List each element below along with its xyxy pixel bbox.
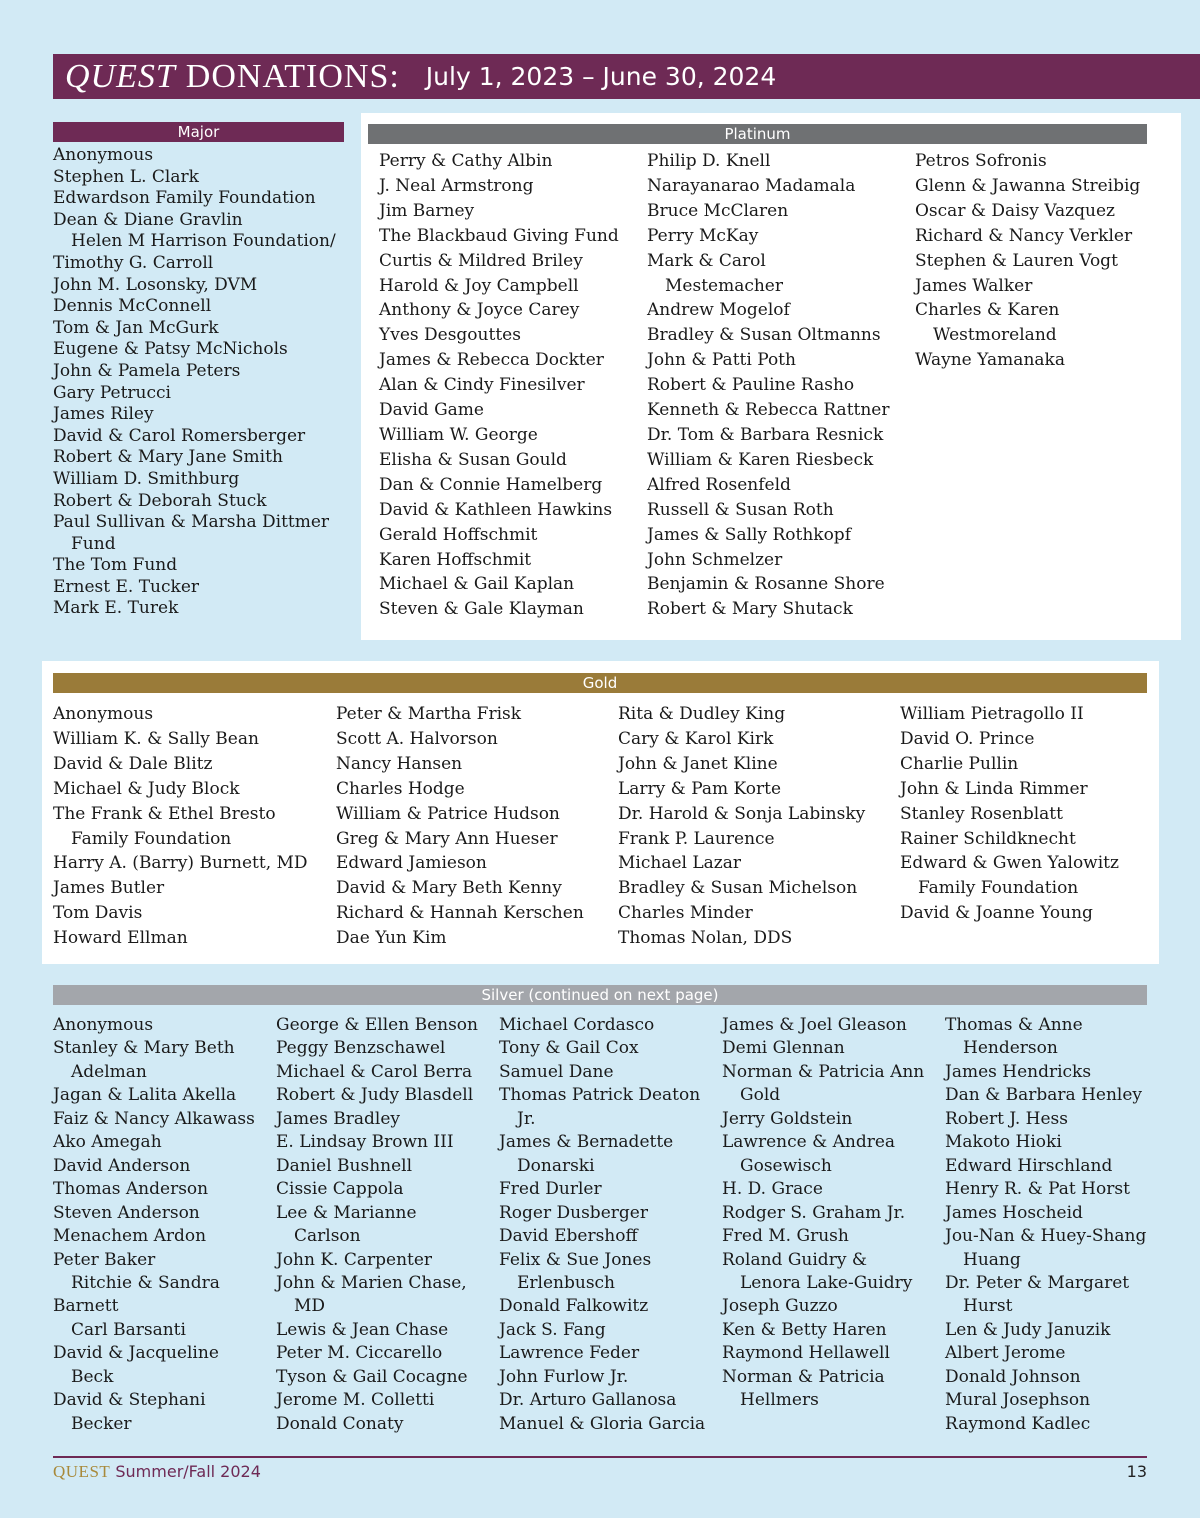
donor-name: James & Joel Gleason xyxy=(722,1015,907,1035)
donor-name: Becker xyxy=(71,1413,132,1434)
donor-name: Raymond Hellawell xyxy=(722,1343,890,1364)
platinum-list-3 xyxy=(915,149,1140,373)
donor-name: John K. Carpenter xyxy=(276,1249,433,1270)
donor-name: David Game xyxy=(379,400,484,421)
donor-name: Harold & Joy Campbell xyxy=(379,275,579,296)
donor-name: David & Carol Romersberger xyxy=(53,425,306,446)
brand-title: QUEST xyxy=(65,57,176,95)
donor-name: Barnett xyxy=(53,1296,119,1317)
donor-name: Perry McKay xyxy=(647,225,759,246)
donor-name: Donald Conaty xyxy=(276,1413,404,1434)
donor-name: Raymond Kadlec xyxy=(945,1413,1091,1434)
donor-name: Jerry Goldstein xyxy=(722,1108,853,1129)
donor-name: Family Foundation xyxy=(71,828,232,849)
donor-name: Gary Petrucci xyxy=(53,382,171,403)
donor-name: Dan & Connie Hamelberg xyxy=(379,474,603,495)
donor-name: Charles & Karen xyxy=(915,300,1060,321)
donor-name: William & Karen Riesbeck xyxy=(647,449,874,470)
donor-name: Philip D. Knell xyxy=(647,151,771,171)
donor-name: David & Kathleen Hawkins xyxy=(379,499,613,520)
gold-list-1 xyxy=(53,702,308,951)
donor-name: Demi Glennan xyxy=(722,1038,845,1059)
donor-name: Lewis & Jean Chase xyxy=(276,1319,449,1340)
donor-name: Robert & Pauline Rasho xyxy=(647,375,855,396)
donor-name: Mark & Carol xyxy=(647,250,766,271)
donor-name: Dan & Barbara Henley xyxy=(945,1085,1143,1106)
donor-name: James Hoscheid xyxy=(945,1202,1083,1223)
donor-name: Gold xyxy=(740,1085,781,1106)
donor-name: John & Marien Chase, xyxy=(276,1272,467,1293)
donor-name: Kenneth & Rebecca Rattner xyxy=(647,400,890,421)
platinum-list-1 xyxy=(379,149,619,622)
donor-name: Karen Hoffschmit xyxy=(379,549,532,570)
silver-list-3 xyxy=(499,1014,705,1436)
donor-name: Norman & Patricia Ann xyxy=(722,1061,925,1082)
donor-name: Timothy G. Carroll xyxy=(53,252,214,273)
donor-name: John Schmelzer xyxy=(647,549,783,570)
donor-name: Gerald Hoffschmit xyxy=(379,524,538,545)
gold-heading: Gold xyxy=(53,673,1147,693)
donor-name: MD xyxy=(294,1296,326,1317)
donor-name: Curtis & Mildred Briley xyxy=(379,250,583,271)
donor-name: David Anderson xyxy=(53,1155,191,1176)
silver-list-5 xyxy=(945,1014,1146,1436)
donor-name: Dr. Tom & Barbara Resnick xyxy=(647,424,884,445)
donor-name: Fred Durler xyxy=(499,1179,602,1200)
donor-name: Steven & Gale Klayman xyxy=(379,599,584,620)
donor-name: Stanley & Mary Beth xyxy=(53,1038,235,1059)
footer-issue-label: Summer/Fall 2024 xyxy=(115,1462,261,1481)
donor-name: The Tom Fund xyxy=(53,555,178,576)
donor-name: Lawrence Feder xyxy=(499,1343,640,1364)
donor-name: Edwardson Family Foundation xyxy=(53,188,316,209)
donor-name: Michael & Judy Block xyxy=(53,778,240,799)
donor-name: Oscar & Daisy Vazquez xyxy=(915,200,1115,221)
donor-name: Robert & Mary Jane Smith xyxy=(53,447,283,468)
donor-name: Greg & Mary Ann Hueser xyxy=(336,828,558,849)
donor-name: James Walker xyxy=(915,275,1033,296)
donor-name: Robert & Judy Blasdell xyxy=(276,1085,474,1106)
donor-name: John & Pamela Peters xyxy=(53,360,241,381)
major-list xyxy=(53,145,336,620)
donor-name: J. Neal Armstrong xyxy=(379,175,534,196)
donor-name: Jagan & Lalita Akella xyxy=(53,1085,237,1106)
donor-name: Henderson xyxy=(963,1038,1058,1059)
donor-name: Felix & Sue Jones xyxy=(499,1249,652,1270)
section-title: DONATIONS: xyxy=(185,57,400,95)
donor-name: Glenn & Jawanna Streibig xyxy=(915,175,1141,196)
donor-name: John & Patti Poth xyxy=(647,350,796,371)
donor-name: Robert & Mary Shutack xyxy=(647,599,853,620)
donor-name: Dennis McConnell xyxy=(53,296,212,317)
donor-name: William Pietragollo II xyxy=(900,704,1084,724)
donor-name: Daniel Bushnell xyxy=(276,1155,413,1176)
donor-name: Frank P. Laurence xyxy=(618,828,775,849)
donor-name: Edward Hirschland xyxy=(945,1155,1113,1176)
donor-name: David & Jacqueline xyxy=(53,1343,219,1364)
donor-name: Jr. xyxy=(517,1108,536,1129)
donor-name: William W. George xyxy=(379,424,538,445)
donor-name: Menachem Ardon xyxy=(53,1226,207,1247)
donor-name: John & Janet Kline xyxy=(618,753,778,774)
donor-name: Tom Davis xyxy=(53,903,143,924)
donor-name: Faiz & Nancy Alkawass xyxy=(53,1108,255,1129)
donor-name: Len & Judy Januzik xyxy=(945,1319,1111,1340)
donor-name: H. D. Grace xyxy=(722,1179,823,1200)
donor-name: Russell & Susan Roth xyxy=(647,499,834,520)
donor-name: David Ebershoff xyxy=(499,1226,638,1247)
donor-name: Perry & Cathy Albin xyxy=(379,151,553,171)
donor-name: Cissie Cappola xyxy=(276,1179,404,1200)
donor-name: Peggy Benzschawel xyxy=(276,1038,446,1059)
donor-name: Erlenbusch xyxy=(517,1272,616,1293)
donor-name: Family Foundation xyxy=(918,878,1079,899)
donor-name: Robert & Deborah Stuck xyxy=(53,490,267,511)
donor-name: Thomas & Anne xyxy=(945,1015,1083,1035)
donor-name: John & Linda Rimmer xyxy=(900,778,1088,799)
donor-name: Stephen & Lauren Vogt xyxy=(915,250,1118,271)
donor-name: Edward Jamieson xyxy=(336,853,487,874)
donor-name: Beck xyxy=(71,1366,114,1387)
donor-name: Scott A. Halvorson xyxy=(336,728,498,749)
donor-name: Rita & Dudley King xyxy=(618,704,786,724)
donor-name: Anonymous xyxy=(53,704,154,724)
donor-name: Jim Barney xyxy=(379,200,475,221)
donor-name: John Furlow Jr. xyxy=(499,1366,629,1387)
footer-issue xyxy=(53,1462,261,1482)
silver-list-1 xyxy=(53,1014,255,1436)
donor-name: Roland Guidry & xyxy=(722,1249,867,1270)
donor-name: Adelman xyxy=(71,1061,147,1082)
donor-name: George & Ellen Benson xyxy=(276,1015,478,1035)
donor-name: Anonymous xyxy=(53,145,154,165)
platinum-list-2 xyxy=(647,149,890,622)
donor-name: Ako Amegah xyxy=(53,1132,162,1153)
donor-name: Manuel & Gloria Garcia xyxy=(499,1413,706,1434)
donor-name: Robert J. Hess xyxy=(945,1108,1068,1129)
donor-name: David & Stephani xyxy=(53,1390,206,1411)
donor-name: James Hendricks xyxy=(945,1061,1092,1082)
donor-name: Peter & Martha Frisk xyxy=(336,704,522,724)
donor-name: Nancy Hansen xyxy=(336,753,463,774)
donor-name: Dr. Peter & Margaret xyxy=(945,1272,1130,1293)
donor-name: David & Joanne Young xyxy=(900,903,1093,924)
donor-name: Tyson & Gail Cocagne xyxy=(276,1366,468,1387)
donor-name: William & Patrice Hudson xyxy=(336,803,560,824)
donor-name: Dr. Arturo Gallanosa xyxy=(499,1390,677,1411)
donor-name: Michael Lazar xyxy=(618,853,741,874)
donor-name: David O. Prince xyxy=(900,728,1035,749)
donor-name: Ernest E. Tucker xyxy=(53,576,200,597)
donor-name: The Frank & Ethel Bresto xyxy=(53,803,276,824)
donor-name: David & Dale Blitz xyxy=(53,753,213,774)
donor-name: Lee & Marianne xyxy=(276,1202,417,1223)
donor-name: Lenora Lake-Guidry xyxy=(740,1272,913,1293)
donor-name: William K. & Sally Bean xyxy=(53,728,259,749)
donor-name: Lawrence & Andrea xyxy=(722,1132,896,1153)
donor-name: Howard Ellman xyxy=(53,928,188,949)
donor-name: Michael Cordasco xyxy=(499,1015,655,1035)
date-range: July 1, 2023 – June 30, 2024 xyxy=(425,62,777,91)
page-number: 13 xyxy=(1126,1462,1147,1481)
platinum-heading: Platinum xyxy=(368,124,1147,144)
donor-name: James & Bernadette xyxy=(499,1132,674,1153)
donor-name: Ritchie & Sandra xyxy=(71,1272,220,1293)
donor-name: Samuel Dane xyxy=(499,1061,614,1082)
donor-name: Donald Falkowitz xyxy=(499,1296,649,1317)
donor-name: Peter Baker xyxy=(53,1249,156,1270)
donor-name: Thomas Nolan, DDS xyxy=(618,928,793,949)
donor-name: Michael & Carol Berra xyxy=(276,1061,473,1082)
donor-name: Edward & Gwen Yalowitz xyxy=(900,853,1119,874)
donor-name: Hellmers xyxy=(740,1390,819,1411)
donor-name: Charles Minder xyxy=(618,903,753,924)
donor-name: Donald Johnson xyxy=(945,1366,1081,1387)
donor-name: Bradley & Susan Michelson xyxy=(618,878,858,899)
donor-name: Anthony & Joyce Carey xyxy=(379,300,580,321)
donor-name: Paul Sullivan & Marsha Dittmer xyxy=(53,512,330,533)
donor-name: Tony & Gail Cox xyxy=(499,1038,639,1059)
donor-name: Huang xyxy=(963,1249,1021,1270)
gold-list-3 xyxy=(618,702,865,951)
donor-name: Tom & Jan McGurk xyxy=(53,317,219,338)
donor-name: Narayanarao Madamala xyxy=(647,175,856,196)
donor-name: Richard & Nancy Verkler xyxy=(915,225,1133,246)
donor-name: Petros Sofronis xyxy=(915,151,1047,171)
donor-name: Cary & Karol Kirk xyxy=(618,728,774,749)
silver-list-2 xyxy=(276,1014,478,1436)
donor-name: Donarski xyxy=(517,1155,595,1176)
donor-name: Alfred Rosenfeld xyxy=(647,474,791,495)
donor-name: Jerome M. Colletti xyxy=(276,1390,435,1411)
page-title-banner xyxy=(53,54,1200,99)
donor-name: Makoto Hioki xyxy=(945,1132,1062,1153)
donor-name: Joseph Guzzo xyxy=(722,1296,838,1317)
donor-name: John M. Losonsky, DVM xyxy=(53,274,258,295)
donor-name: James Butler xyxy=(53,878,165,899)
donor-name: Stephen L. Clark xyxy=(53,166,199,187)
silver-list-4 xyxy=(722,1014,924,1413)
donor-name: Rodger S. Graham Jr. xyxy=(722,1202,906,1223)
donor-name: Ken & Betty Haren xyxy=(722,1319,887,1340)
donor-name: Stanley Rosenblatt xyxy=(900,803,1063,824)
donor-name: Dean & Diane Gravlin xyxy=(53,209,243,230)
footer-rule xyxy=(53,1456,1147,1458)
donor-name: Yves Desgouttes xyxy=(379,325,521,346)
donor-name: Carl Barsanti xyxy=(71,1319,186,1340)
donor-name: Fund xyxy=(71,533,116,554)
donor-name: Albert Jerome xyxy=(945,1343,1066,1364)
donor-name: James & Rebecca Dockter xyxy=(379,350,604,371)
donor-name: William D. Smithburg xyxy=(53,468,240,489)
donor-name: Andrew Mogelof xyxy=(647,300,790,321)
donor-name: Dae Yun Kim xyxy=(336,928,447,949)
donor-name: Wayne Yamanaka xyxy=(915,350,1065,371)
donor-name: Bradley & Susan Oltmanns xyxy=(647,325,881,346)
donor-name: Eugene & Patsy McNichols xyxy=(53,339,288,360)
donor-name: Alan & Cindy Finesilver xyxy=(379,375,585,396)
footer-brand: QUEST xyxy=(53,1462,111,1481)
donor-name: Richard & Hannah Kerschen xyxy=(336,903,584,924)
donor-name: Norman & Patricia xyxy=(722,1366,885,1387)
donor-name: Gosewisch xyxy=(740,1155,832,1176)
donor-name: Michael & Gail Kaplan xyxy=(379,574,575,595)
gold-list-2 xyxy=(336,702,584,951)
donor-name: Larry & Pam Korte xyxy=(618,778,782,799)
donor-name: Hurst xyxy=(963,1296,1013,1317)
donor-name: Steven Anderson xyxy=(53,1202,200,1223)
donor-name: Harry A. (Barry) Burnett, MD xyxy=(53,853,308,874)
donor-name: Peter M. Ciccarello xyxy=(276,1343,443,1364)
donor-name: Carlson xyxy=(294,1226,361,1247)
donor-name: Thomas Patrick Deaton xyxy=(499,1085,701,1106)
donor-name: Henry R. & Pat Horst xyxy=(945,1179,1130,1200)
donor-name: James & Sally Rothkopf xyxy=(647,524,851,545)
donor-name: Helen M Harrison Foundation/ xyxy=(71,231,336,252)
donor-name: E. Lindsay Brown III xyxy=(276,1132,454,1153)
donor-name: Bruce McClaren xyxy=(647,200,789,221)
donor-name: Benjamin & Rosanne Shore xyxy=(647,574,885,595)
donor-name: Roger Dusberger xyxy=(499,1202,648,1223)
donor-name: Mural Josephson xyxy=(945,1390,1091,1411)
donor-name: Thomas Anderson xyxy=(53,1179,209,1200)
silver-heading: Silver (continued on next page) xyxy=(53,985,1147,1005)
donor-name: James Bradley xyxy=(276,1108,400,1129)
donor-name: Jack S. Fang xyxy=(499,1319,606,1340)
gold-list-4 xyxy=(900,702,1119,926)
donor-name: Charles Hodge xyxy=(336,778,465,799)
donor-name: Anonymous xyxy=(53,1015,154,1035)
donor-name: Jou-Nan & Huey-Shang xyxy=(945,1226,1147,1247)
donor-name: Charlie Pullin xyxy=(900,753,1019,774)
donor-name: Mark E. Turek xyxy=(53,598,179,619)
donor-name: The Blackbaud Giving Fund xyxy=(379,225,619,246)
donor-name: James Riley xyxy=(53,404,154,425)
donor-name: Fred M. Grush xyxy=(722,1226,849,1247)
donor-name: Mestemacher xyxy=(665,275,783,296)
donor-name: David & Mary Beth Kenny xyxy=(336,878,562,899)
donor-name: Elisha & Susan Gould xyxy=(379,449,567,470)
donor-name: Rainer Schildknecht xyxy=(900,828,1076,849)
donor-name: Dr. Harold & Sonja Labinsky xyxy=(618,803,866,824)
major-heading: Major xyxy=(53,122,344,142)
donor-name: Westmoreland xyxy=(933,325,1057,346)
